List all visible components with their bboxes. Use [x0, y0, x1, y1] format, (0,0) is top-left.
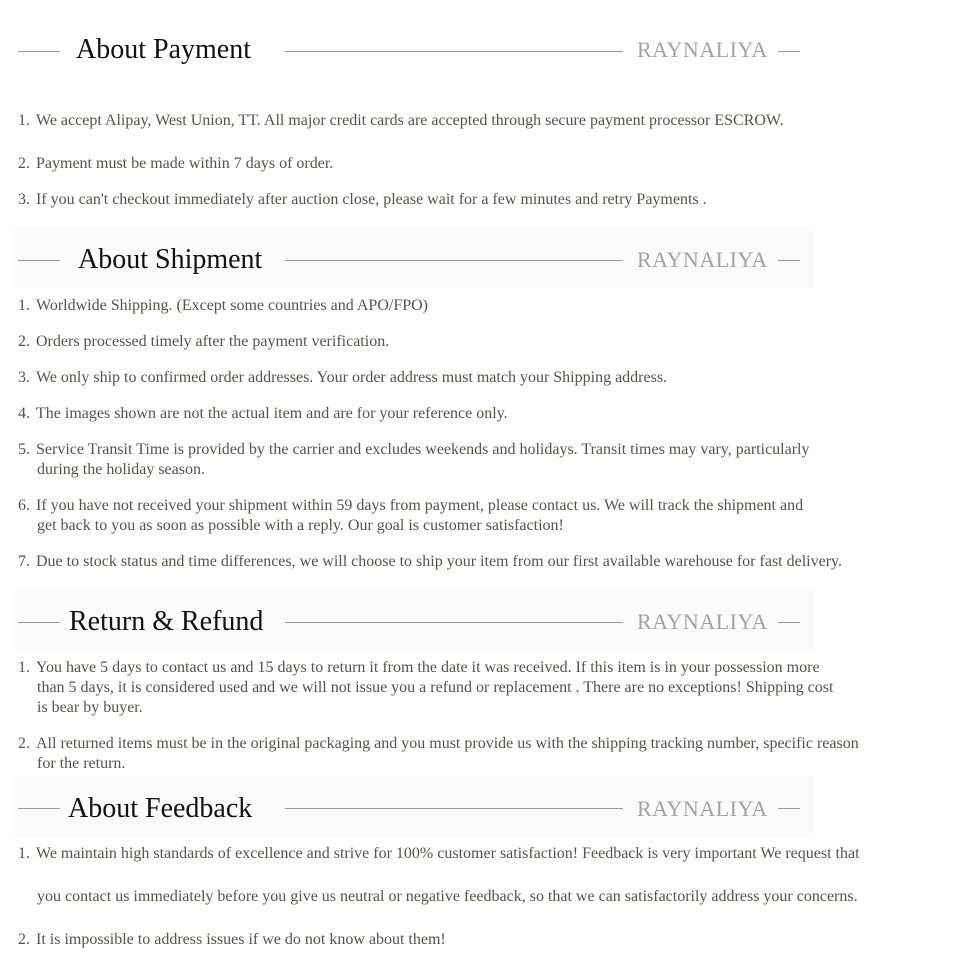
- brand-label: RAYNALIYA: [637, 796, 768, 821]
- section-header-feedback: [0, 789, 980, 829]
- list-item: [18, 844, 860, 907]
- item-text: than 5 days, it is considered used and we will not issue you a refund or replacement . There are no exceptions! Shipping cost: [37, 679, 834, 696]
- item-number: 3.: [18, 191, 30, 208]
- divider-line: [285, 260, 623, 261]
- divider-line: [778, 808, 800, 809]
- item-text: during the holiday season.: [37, 461, 205, 478]
- divider-line: [18, 808, 60, 809]
- item-number: 2.: [18, 931, 30, 948]
- list-item: [18, 154, 333, 174]
- section-header-shipment: [0, 240, 980, 280]
- item-text: You have 5 days to contact us and 15 days to return it from the date it was received. If this item is in your possession more: [36, 659, 820, 676]
- item-number: 2.: [18, 333, 30, 350]
- item-number: 6.: [18, 497, 30, 514]
- item-text: The images shown are not the actual item and are for your reference only.: [36, 405, 508, 422]
- item-number: 1.: [18, 659, 30, 676]
- list-item: [18, 111, 784, 131]
- brand-label: RAYNALIYA: [637, 37, 768, 62]
- divider-line: [778, 622, 800, 623]
- item-number: 3.: [18, 369, 30, 386]
- brand-label: RAYNALIYA: [637, 609, 768, 634]
- item-number: 2.: [18, 155, 30, 172]
- list-item: [18, 332, 389, 352]
- list-item: [18, 658, 833, 718]
- item-number: 5.: [18, 441, 30, 458]
- divider-line: [778, 51, 800, 52]
- item-text: you contact us immediately before you give us neutral or negative feedback, so that we can satisfactorily address your concerns.: [37, 888, 858, 905]
- divider-line: [285, 51, 623, 52]
- list-item: [18, 190, 707, 210]
- item-text: Orders processed timely after the payment verification.: [36, 333, 390, 350]
- divider-line: [18, 51, 60, 52]
- section-title: About Feedback: [68, 793, 253, 824]
- list-item: [18, 368, 667, 388]
- item-text: Payment must be made within 7 days of order.: [36, 155, 334, 172]
- item-number: 4.: [18, 405, 30, 422]
- list-item: [18, 552, 842, 572]
- item-text: We accept Alipay, West Union, TT. All major credit cards are accepted through secure payment processor ESCROW.: [36, 112, 784, 129]
- list-item: [18, 440, 809, 480]
- section-header-payment: [0, 30, 980, 70]
- divider-line: [285, 622, 623, 623]
- item-text: Worldwide Shipping. (Except some countries and APO/FPO): [36, 297, 429, 314]
- item-text: is bear by buyer.: [37, 699, 143, 716]
- item-number: 1.: [18, 112, 30, 129]
- item-number: 1.: [18, 845, 30, 862]
- section-title: About Payment: [76, 34, 251, 65]
- section-header-return-refund: [0, 602, 980, 642]
- item-number: 7.: [18, 553, 30, 570]
- item-text: get back to you as soon as possible with a reply. Our goal is customer satisfaction!: [37, 517, 564, 534]
- item-text: It is impossible to address issues if we do not know about them!: [36, 931, 446, 948]
- list-item: [18, 496, 803, 536]
- item-text: All returned items must be in the original packaging and you must provide us with the shipping tracking number, specific reason: [36, 735, 859, 752]
- item-text: for the return.: [37, 755, 126, 772]
- list-item: [18, 930, 446, 950]
- divider-line: [285, 808, 623, 809]
- item-number: 1.: [18, 297, 30, 314]
- list-item: [18, 296, 428, 316]
- divider-line: [18, 622, 60, 623]
- brand-label: RAYNALIYA: [637, 247, 768, 272]
- item-text: We only ship to confirmed order addresses. Your order address must match your Shipping address.: [36, 369, 668, 386]
- item-text: If you have not received your shipment within 59 days from payment, please contact us. We will track the shipment and: [36, 497, 804, 514]
- section-title: Return & Refund: [69, 606, 264, 637]
- divider-line: [18, 260, 60, 261]
- item-text: If you can't checkout immediately after auction close, please wait for a few minutes and retry Payments .: [36, 191, 707, 208]
- item-text: Due to stock status and time differences, we will choose to ship your item from our first available warehouse for fast delivery.: [36, 553, 842, 570]
- item-number: 2.: [18, 735, 30, 752]
- section-title: About Shipment: [78, 244, 263, 275]
- list-item: [18, 404, 508, 424]
- list-item: [18, 734, 859, 774]
- divider-line: [778, 260, 800, 261]
- item-text: Service Transit Time is provided by the carrier and excludes weekends and holidays. Transit times may vary, particularly: [36, 441, 810, 458]
- item-text: We maintain high standards of excellence and strive for 100% customer satisfaction! Feedback is very important We request that: [36, 845, 860, 862]
